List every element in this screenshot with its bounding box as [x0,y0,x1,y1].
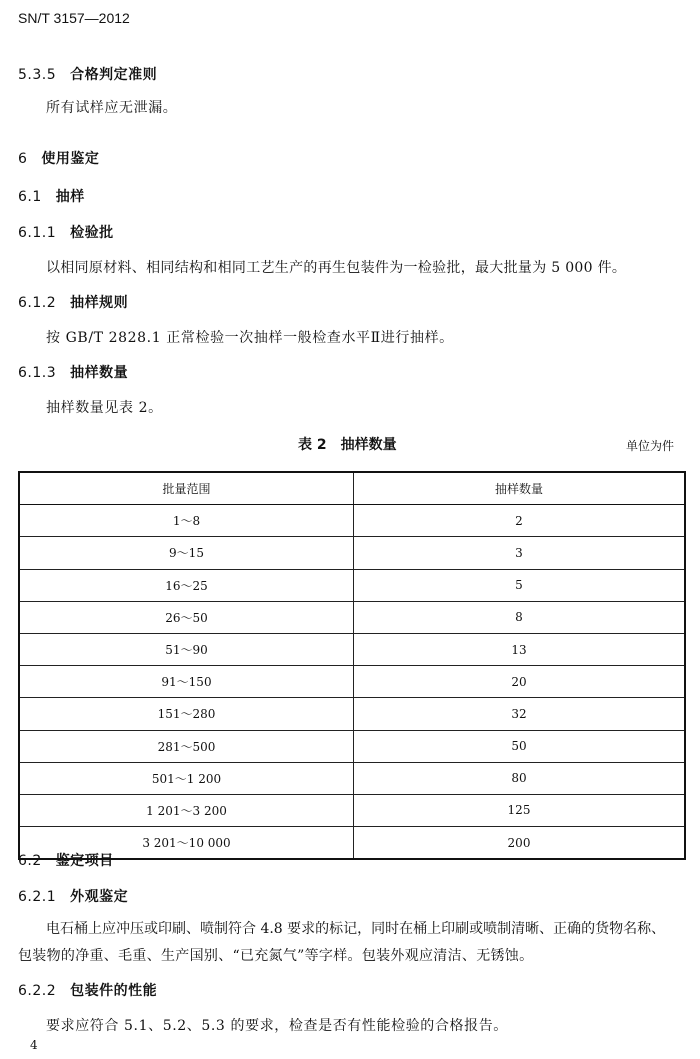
table-row [19,730,685,762]
header-sample-size: 抽样数量 [354,472,686,505]
sample-size-cell: 80 [354,762,686,794]
paragraph-6-2-2: 要求应符合 5.1、5.2、5.3 的要求，检查是否有性能检验的合格报告。 [46,1018,508,1034]
paragraph-6-2-1-line2: 包装物的净重、毛重、生产国别、“已充氮气”等字样。包装外观应清洁、无锈蚀。 [18,948,534,964]
heading-6-2-2 [18,980,157,1000]
table-header-row [19,472,685,505]
table-row [19,698,685,730]
heading-title: 包装件的性能 [70,983,158,999]
sample-size-cell: 3 [354,537,686,569]
sampling-quantity-table [18,471,686,860]
table-row [19,537,685,569]
heading-6 [18,148,99,168]
sample-size-cell: 5 [354,569,686,601]
heading-number: 5.3.5 [18,67,57,83]
heading-title: 合格判定准则 [70,67,158,83]
heading-title: 抽样规则 [70,295,129,311]
table-row [19,762,685,794]
heading-number: 6.1.2 [18,295,57,311]
lot-range-cell: 151～280 [19,698,354,730]
heading-6-1-3 [18,362,128,382]
lot-range-cell: 3 201～10 000 [19,827,354,860]
header-lot-range: 批量范围 [19,472,354,505]
heading-number: 6.1.1 [18,225,57,241]
heading-title: 抽样 [55,189,85,205]
lot-range-cell: 16～25 [19,569,354,601]
heading-title: 检验批 [70,225,114,241]
standard-code-header: SN/T 3157—2012 [18,10,130,26]
paragraph-6-1-3: 抽样数量见表 2。 [46,400,163,416]
paragraph-6-1-1: 以相同原材料、相同结构和相同工艺生产的再生包装件为一检验批，最大批量为 5 000 件。 [46,260,627,276]
sample-size-cell: 50 [354,730,686,762]
page-number: 4 [30,1038,38,1052]
heading-number: 6.2 [18,853,42,869]
table-row [19,633,685,665]
heading-number: 6.1.3 [18,365,57,381]
heading-number: 6 [18,151,28,167]
heading-6-2-1 [18,886,128,906]
lot-range-cell: 501～1 200 [19,762,354,794]
table-caption: 表 2 抽样数量 [298,437,397,453]
heading-6-1-2 [18,292,128,312]
sample-size-cell: 20 [354,666,686,698]
table-row [19,794,685,826]
table-row [19,601,685,633]
sample-size-cell: 13 [354,633,686,665]
heading-title: 外观鉴定 [70,889,129,905]
table-unit: 单位为件 [626,439,675,453]
lot-range-cell: 281～500 [19,730,354,762]
lot-range-cell: 91～150 [19,666,354,698]
table-row [19,505,685,537]
lot-range-cell: 9～15 [19,537,354,569]
table-row [19,827,685,860]
lot-range-cell: 26～50 [19,601,354,633]
sample-size-cell: 8 [354,601,686,633]
table-row [19,569,685,601]
sample-size-cell: 200 [354,827,686,860]
heading-number: 6.2.1 [18,889,57,905]
sample-size-cell: 32 [354,698,686,730]
heading-5-3-5 [18,64,157,84]
heading-number: 6.1 [18,189,42,205]
heading-6-1 [18,186,85,206]
paragraph-6-1-2: 按 GB/T 2828.1 正常检验一次抽样一般检查水平Ⅱ进行抽样。 [46,330,454,346]
heading-6-1-1 [18,222,114,242]
table-row [19,666,685,698]
heading-6-2 [18,850,114,870]
sample-size-cell: 2 [354,505,686,537]
paragraph-6-2-1-line1: 电石桶上应冲压或印刷、喷制符合 4.8 要求的标记，同时在桶上印刷或喷制清晰、正确的货物名称、 [46,921,666,937]
heading-title: 使用鉴定 [41,151,100,167]
lot-range-cell: 1 201～3 200 [19,794,354,826]
lot-range-cell: 1～8 [19,505,354,537]
paragraph-5-3-5: 所有试样应无泄漏。 [46,100,178,116]
heading-title: 抽样数量 [70,365,129,381]
heading-title: 鉴定项目 [55,853,114,869]
sample-size-cell: 125 [354,794,686,826]
lot-range-cell: 51～90 [19,633,354,665]
heading-number: 6.2.2 [18,983,57,999]
